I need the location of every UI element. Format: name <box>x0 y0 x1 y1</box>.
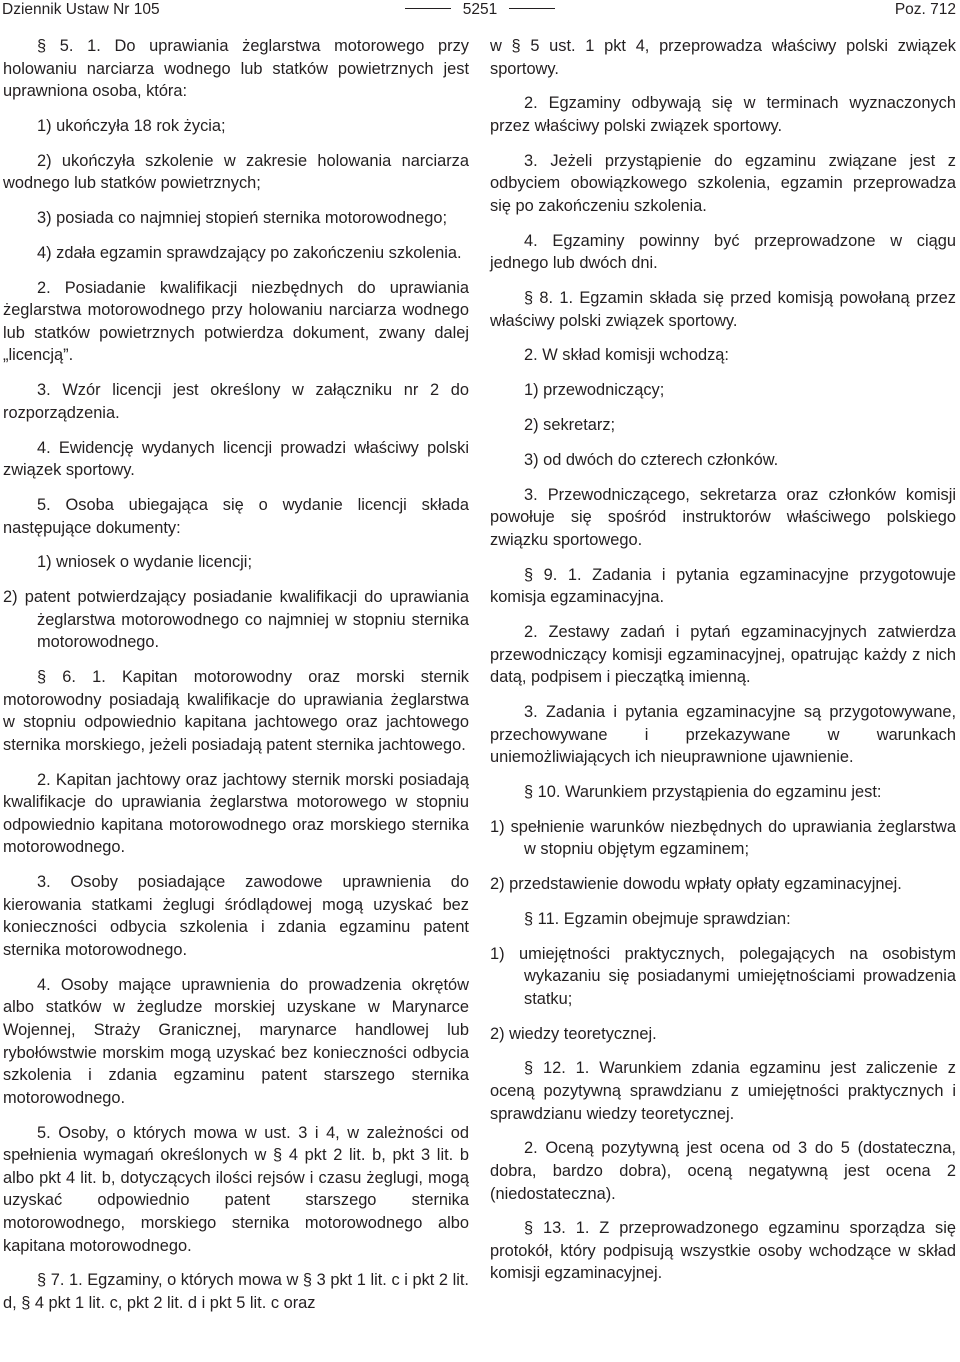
paragraph: 5. Osoby, o których mowa w ust. 3 i 4, w zależności od spełnienia wymagań określonych w § 4 pkt 2 lit. b, pkt 3 lit. b albo pkt 4 lit. b, dotyczących ilości rejsów i czasu żeglugi, mogą uzyskać odpowiednio patent starszego sternika motorowodnego, morskiego sternika motorowodnego albo kapitana motorowodnego. <box>3 1123 469 1255</box>
paragraph: 5. Osoba ubiegająca się o wydanie licencji składa następujące dokumenty: <box>3 496 469 537</box>
paragraph: § 10. Warunkiem przystąpienia do egzaminu jest: <box>524 782 882 801</box>
list-item: 2) wiedzy teoretycznej. <box>490 1024 657 1043</box>
paragraph: 4. Ewidencję wydanych licencji prowadzi właściwy polski związek sportowy. <box>3 438 469 480</box>
paragraph: 2. Oceną pozytywną jest ocena od 3 do 5 (dostateczna, dobra, bardzo dobra), oceną negatywną jest ocena 2 (niedostateczna). <box>490 1139 956 1203</box>
list-item: 3) od dwóch do czterech członków. <box>524 450 779 469</box>
dash-right <box>509 8 555 9</box>
list-item: 2) ukończyła szkolenie w zakresie holowania narciarza wodnego lub statków powietrznych; <box>3 151 469 193</box>
list-item: 2) przedstawienie dowodu wpłaty opłaty egzaminacyjnej. <box>490 875 902 894</box>
paragraph: 2. Posiadanie kwalifikacji niezbędnych do uprawiania żeglarstwa motorowodnego przy holowaniu narciarza wodnego lub statków powietrznych potwierdza dokument, zwany dalej „licencją”. <box>3 278 469 365</box>
paragraph: § 11. Egzamin obejmuje sprawdzian: <box>524 909 791 928</box>
paragraph: 3. Przewodniczącego, sekretarza oraz członków komisji powołuje się spośród instruktorów właściwego polskiego związku sportowego. <box>490 485 956 549</box>
page-number-block <box>0 0 960 20</box>
list-item: 1) wniosek o wydanie licencji; <box>37 553 252 572</box>
left-column <box>3 35 469 1315</box>
paragraph: § 6. 1. Kapitan motorowodny oraz morski sternik motorowodny posiadają kwalifikacje do uprawiania żeglarstwa w stopniu odpowiednio kapitana jachtowego oraz jachtowego sternika morskiego, jeżeli posiadają patent sternika jachtowego. <box>3 668 469 754</box>
list-item: 1) ukończyła 18 rok życia; <box>37 116 226 135</box>
paragraph: 3. Wzór licencji jest określony w załączniku nr 2 do rozporządzenia. <box>3 381 469 422</box>
paragraph: 3. Osoby posiadające zawodowe uprawnienia do kierowania statkami żeglugi śródlądowej mogą uzyskać bez konieczności odbycia szkolenia i zdania egzaminu patent sternika motorowodnego. <box>3 873 469 960</box>
page-header <box>0 0 960 20</box>
list-item: 4) zdała egzamin sprawdzający po zakończeniu szkolenia. <box>37 243 462 262</box>
paragraph: § 8. 1. Egzamin składa się przed komisją powołaną przez właściwy polski związek sportowy. <box>490 289 956 330</box>
list-item: 1) umiejętności praktycznych, polegających na osobistym wykazaniu się posiadanymi umiejętnościami prowadzenia statku; <box>490 944 956 1008</box>
page-number: 5251 <box>462 1 498 18</box>
right-column <box>490 35 956 1285</box>
list-item: 1) przewodniczący; <box>524 381 665 400</box>
paragraph: 2. Egzaminy odbywają się w terminach wyznaczonych przez właściwy polski związek sportowy. <box>490 94 956 135</box>
list-item: 2) patent potwierdzający posiadanie kwalifikacji do uprawiania żeglarstwa motorowodnego co najmniej w stopniu sternika motorowodnego. <box>3 588 469 652</box>
position-number: Poz. 712 <box>894 1 956 18</box>
paragraph: § 5. 1. Do uprawiania żeglarstwa motorowego przy holowaniu narciarza wodnego lub statków powietrznych jest uprawniona osoba, która: <box>3 37 469 101</box>
list-item: 1) spełnienie warunków niezbędnych do uprawiania żeglarstwa w stopniu objętym egzaminem; <box>490 817 956 859</box>
dash-left <box>405 8 451 9</box>
paragraph: w § 5 ust. 1 pkt 4, przeprowadza właściwy polski związek sportowy. <box>490 37 956 78</box>
paragraph: 2. Kapitan jachtowy oraz jachtowy sternik morski posiadają kwalifikacje do uprawiania żeglarstwa motorowego w stopniu odpowiednio kapitana motorowodnego oraz morskiego sternika motorowodnego. <box>3 770 469 857</box>
paragraph: § 9. 1. Zadania i pytania egzaminacyjne przygotowuje komisja egzaminacyjna. <box>490 565 956 607</box>
paragraph: 4. Egzaminy powinny być przeprowadzone w ciągu jednego lub dwóch dni. <box>490 231 956 273</box>
list-item: 2) sekretarz; <box>524 416 616 435</box>
paragraph: § 13. 1. Z przeprowadzonego egzaminu sporządza się protokół, który podpisują wszystkie osoby wchodzące w skład komisji egzaminacyjnej. <box>490 1219 956 1283</box>
paragraph: 3. Zadania i pytania egzaminacyjne są przygotowywane, przechowywane i przekazywane w warunkach uniemożliwiających ich nieuprawnione ujawnienie. <box>490 702 956 767</box>
paragraph: § 7. 1. Egzaminy, o których mowa w § 3 pkt 1 lit. c i pkt 2 lit. d, § 4 pkt 1 lit. c, pkt 2 lit. d i pkt 5 lit. c oraz <box>3 1271 469 1312</box>
paragraph: § 12. 1. Warunkiem zdania egzaminu jest zaliczenie z oceną pozytywną sprawdzianu z umiejętności praktycznych i sprawdzianu wiedzy teoretycznej. <box>490 1059 956 1123</box>
paragraph: 4. Osoby mające uprawnienia do prowadzenia okrętów albo statków w żegludze morskiej uzyskane w Marynarce Wojennej, Straży Granicznej, marynarce handlowej lub rybołówstwie morskim mogą uzyskać bez konieczności odbycia szkolenia i zdania egzaminu patent starszego sternika motorowodnego. <box>3 975 469 1107</box>
paragraph: 2. W skład komisji wchodzą: <box>524 346 729 365</box>
list-item: 3) posiada co najmniej stopień sternika motorowodnego; <box>37 209 448 228</box>
paragraph: 3. Jeżeli przystąpienie do egzaminu związane jest z odbyciem obowiązkowego szkolenia, egzamin przeprowadza się po zakończeniu szkolenia. <box>490 151 956 215</box>
journal-title: Dziennik Ustaw Nr 105 <box>2 1 160 18</box>
paragraph: 2. Zestawy zadań i pytań egzaminacyjnych zatwierdza przewodniczący komisji egzaminacyjnej, opatrując każdy z nich datą, podpisem i pieczątką imienną. <box>490 622 956 687</box>
